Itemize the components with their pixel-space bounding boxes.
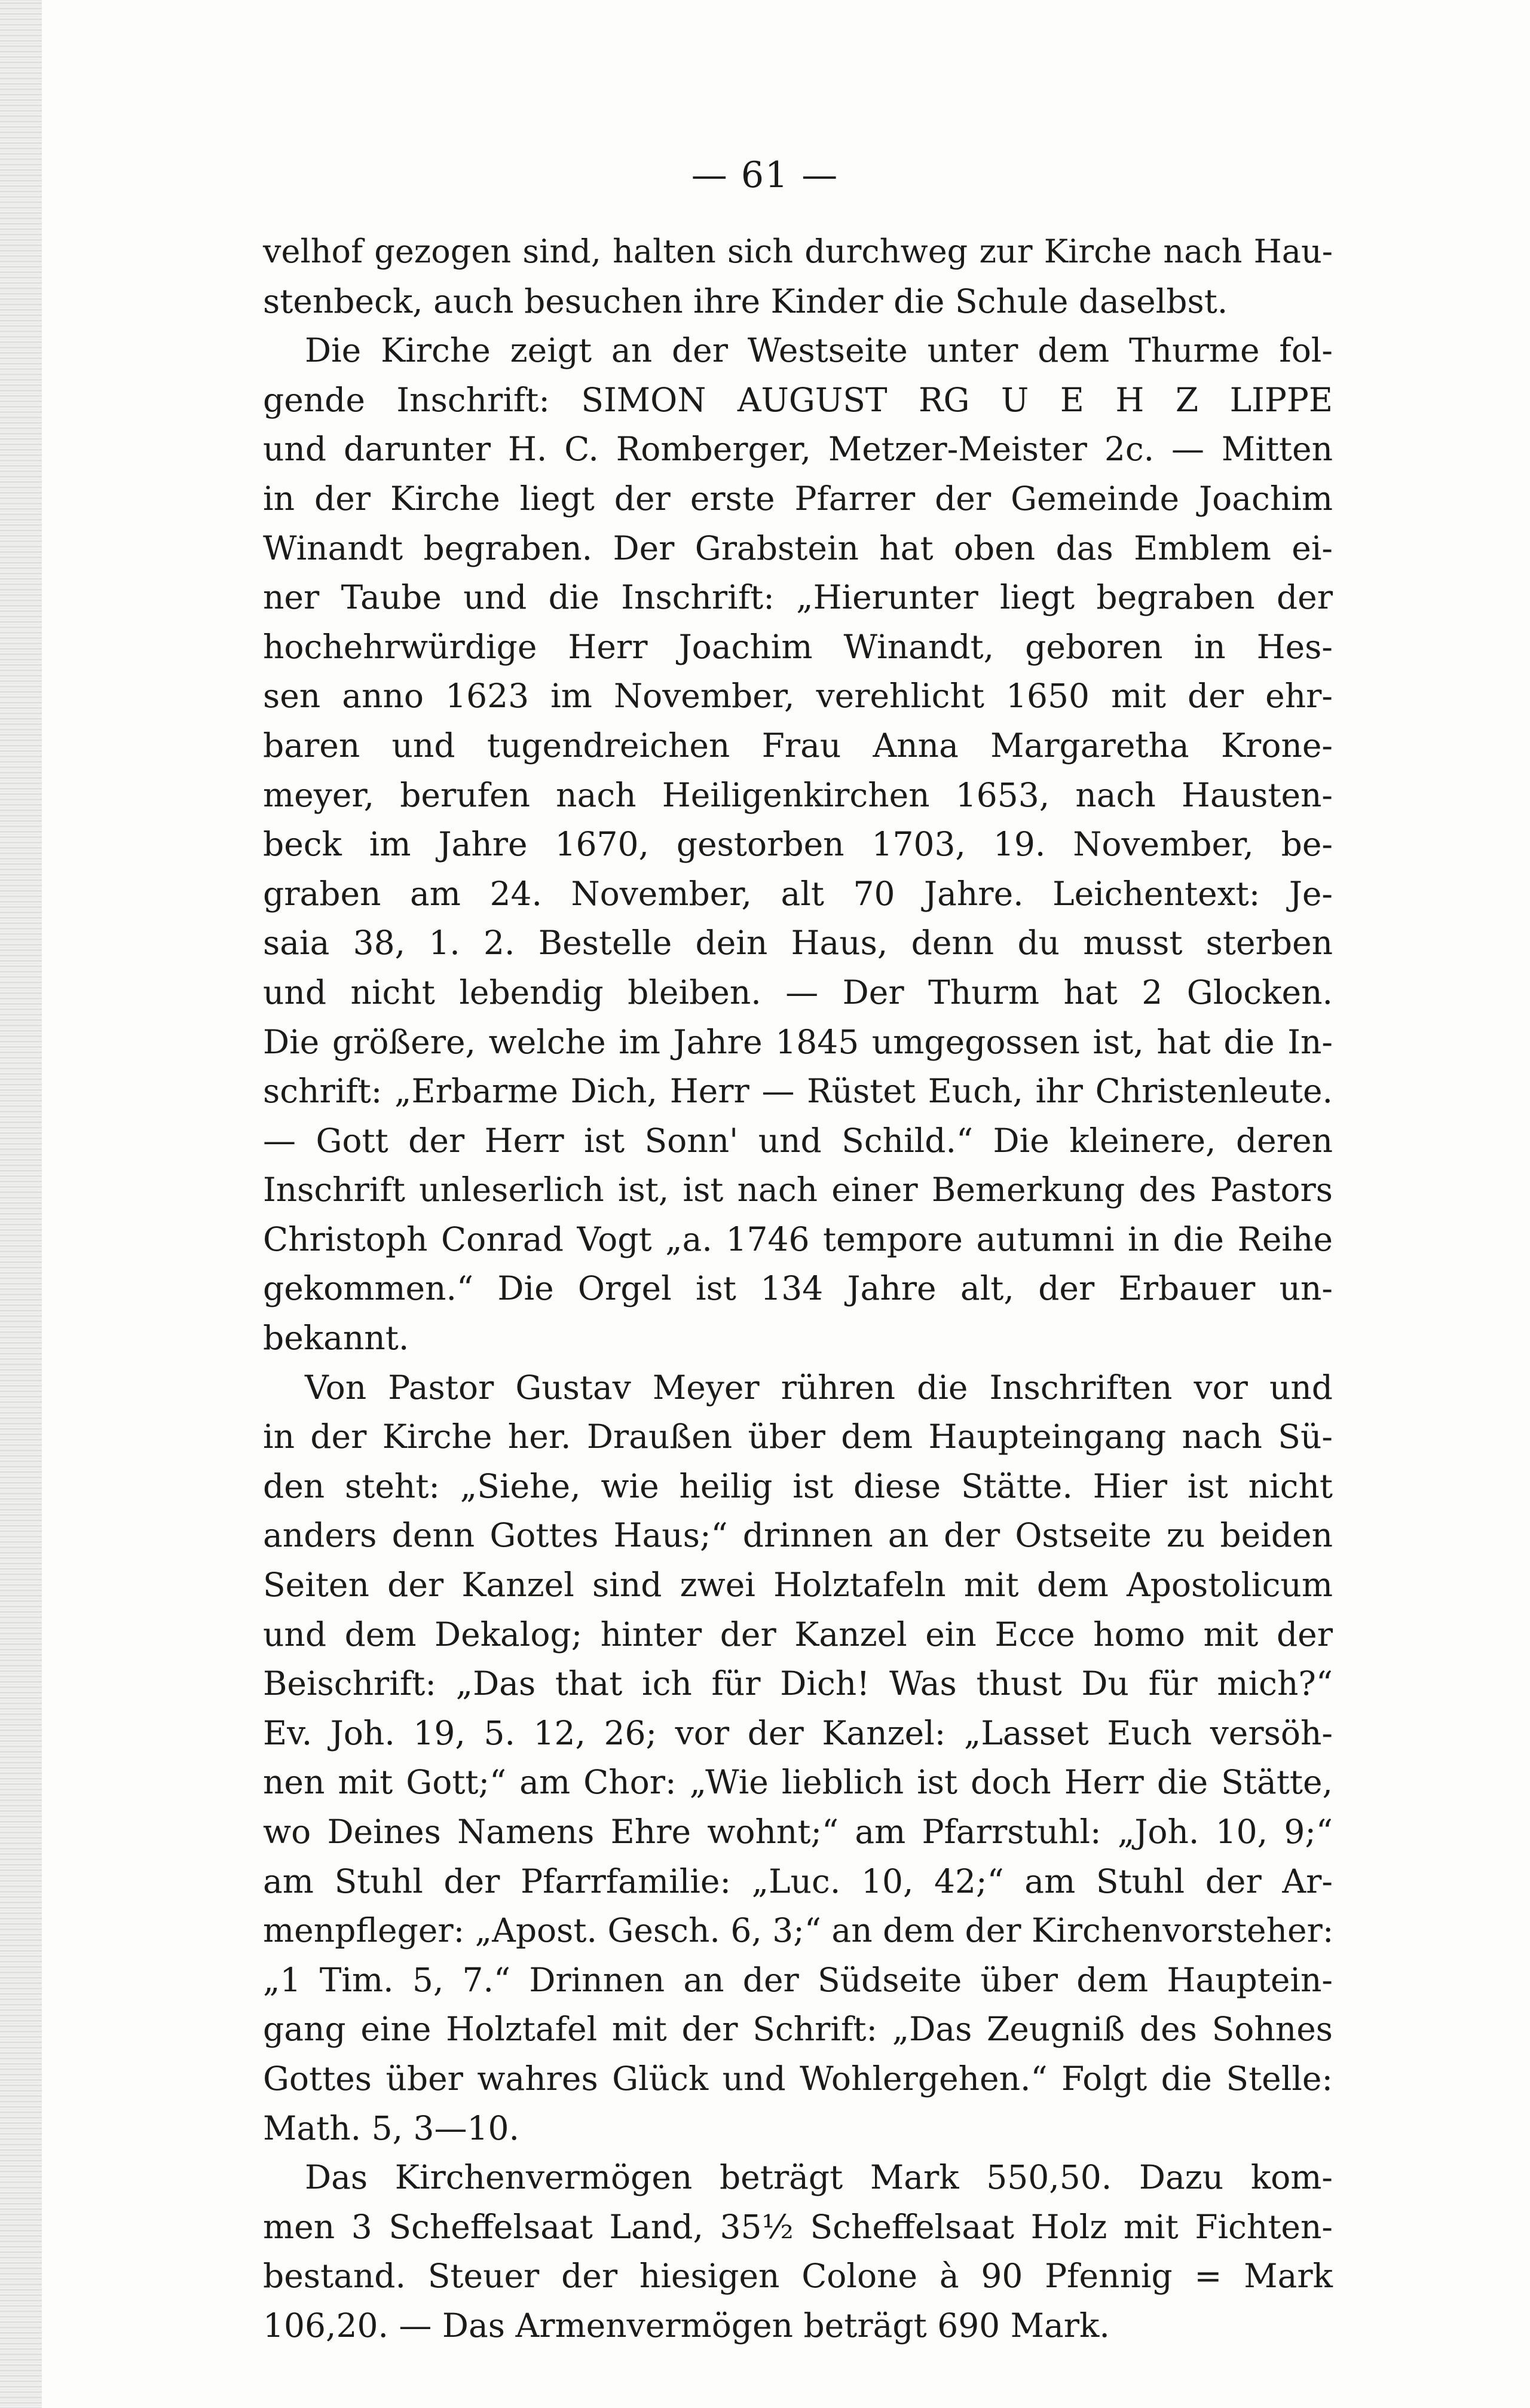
text-line: saia 38, 1. 2. Bestelle dein Haus, denn du musst sterben [263, 924, 1333, 962]
text-line: nen mit Gott;“ am Chor: „Wie lieblich ist doch Herr die Stätte, [263, 1763, 1333, 1802]
text-line: den steht: „Siehe, wie heilig ist diese Stätte. Hier ist nicht [263, 1466, 1333, 1505]
paragraph [263, 2153, 1333, 2350]
text-line: Beischrift: „Das that ich für Dich! Was thust Du für mich?“ [263, 1664, 1333, 1703]
text-line: meyer, berufen nach Heiligenkirchen 1653, nach Hausten- [263, 775, 1333, 814]
text-line: in der Kirche her. Draußen über dem Haupteingang nach Sü- [263, 1417, 1333, 1456]
text-line: 106,20. — Das Armenvermögen beträgt 690 Mark. [263, 2306, 1110, 2345]
text-line: Winandt begraben. Der Grabstein hat oben das Emblem ei- [263, 528, 1333, 567]
page-gutter-shadow [0, 0, 42, 2408]
text-line: und darunter H. C. Romberger, Metzer-Meister 2c. — Mitten [263, 430, 1333, 469]
text-line: beck im Jahre 1670, gestorben 1703, 19. November, be- [263, 825, 1333, 864]
paragraph [263, 1363, 1333, 2153]
text-line: Math. 5, 3—10. [263, 2108, 520, 2147]
text-line: sen anno 1623 im November, verehlicht 1650 mit der ehr- [263, 677, 1333, 716]
text-line: — Gott der Herr ist Sonn' und Schild.“ Die kleinere, deren [263, 1121, 1333, 1160]
text-line: Von Pastor Gustav Meyer rühren die Inschriften vor und [305, 1368, 1333, 1407]
text-line: Das Kirchenvermögen beträgt Mark 550,50. Dazu kom- [305, 2158, 1333, 2197]
text-line: Gottes über wahres Glück und Wohlergehen.“ Folgt die Stelle: [263, 2059, 1333, 2098]
text-line: hochehrwürdige Herr Joachim Winandt, geboren in Hes- [263, 627, 1333, 666]
text-line: und nicht lebendig bleiben. — Der Thurm hat 2 Glocken. [263, 973, 1333, 1012]
paragraph [263, 326, 1333, 1362]
text-line: graben am 24. November, alt 70 Jahre. Leichentext: Je- [263, 874, 1333, 913]
text-line: Inschrift unleserlich ist, ist nach einer Bemerkung des Pastors [263, 1171, 1333, 1209]
text-line: velhof gezogen sind, halten sich durchweg zur Kirche nach Hau- [263, 233, 1333, 270]
body-text [263, 227, 1333, 2351]
text-line: gang eine Holztafel mit der Schrift: „Das Zeugniß des Sohnes [263, 2010, 1333, 2049]
page-number: — 61 — [691, 154, 839, 196]
text-line: bekannt. [263, 1319, 409, 1358]
text-line: Die Kirche zeigt an der Westseite unter dem Thurme fol- [305, 331, 1333, 370]
text-line: schrift: „Erbarme Dich, Herr — Rüstet Euch, ihr Christenleute. [263, 1072, 1333, 1111]
text-line: wo Deines Namens Ehre wohnt;“ am Pfarrstuhl: „Joh. 10, 9;“ [263, 1813, 1333, 1851]
text-line: am Stuhl der Pfarrfamilie: „Luc. 10, 42;“ am Stuhl der Ar- [263, 1862, 1333, 1900]
text-line: Christoph Conrad Vogt „a. 1746 tempore autumni in die Reihe [263, 1220, 1333, 1258]
text-line: ner Taube und die Inschrift: „Hierunter liegt begraben der [263, 578, 1333, 617]
text-line: bestand. Steuer der hiesigen Colone à 90 Pfennig = Mark [263, 2257, 1333, 2296]
paragraph [263, 227, 1333, 326]
text-line: baren und tugendreichen Frau Anna Margaretha Krone- [263, 726, 1333, 765]
text-line: Seiten der Kanzel sind zwei Holztafeln mit dem Apostolicum [263, 1566, 1333, 1605]
text-line: und dem Dekalog; hinter der Kanzel ein Ecce homo mit der [263, 1615, 1333, 1654]
text-line: gende Inschrift: SIMON AUGUST RG U E H Z LIPPE [263, 380, 1333, 419]
text-line: men 3 Scheffelsaat Land, 35½ Scheffelsaat Holz mit Fichten- [263, 2207, 1333, 2246]
text-line: Die größere, welche im Jahre 1845 umgegossen ist, hat die In- [263, 1022, 1333, 1061]
text-line: Ev. Joh. 19, 5. 12, 26; vor der Kanzel: „Lasset Euch versöh- [263, 1713, 1333, 1752]
text-line: stenbeck, auch besuchen ihre Kinder die Schule daselbst. [263, 282, 1228, 320]
text-line: „1 Tim. 5, 7.“ Drinnen an der Südseite über dem Hauptein- [263, 1960, 1333, 1999]
text-line: gekommen.“ Die Orgel ist 134 Jahre alt, der Erbauer un- [263, 1269, 1333, 1308]
text-line: menpfleger: „Apost. Gesch. 6, 3;“ an dem der Kirchenvorsteher: [263, 1911, 1334, 1950]
text-line: anders denn Gottes Haus;“ drinnen an der Ostseite zu beiden [263, 1516, 1333, 1555]
text-line: in der Kirche liegt der erste Pfarrer der Gemeinde Joachim [263, 479, 1333, 518]
